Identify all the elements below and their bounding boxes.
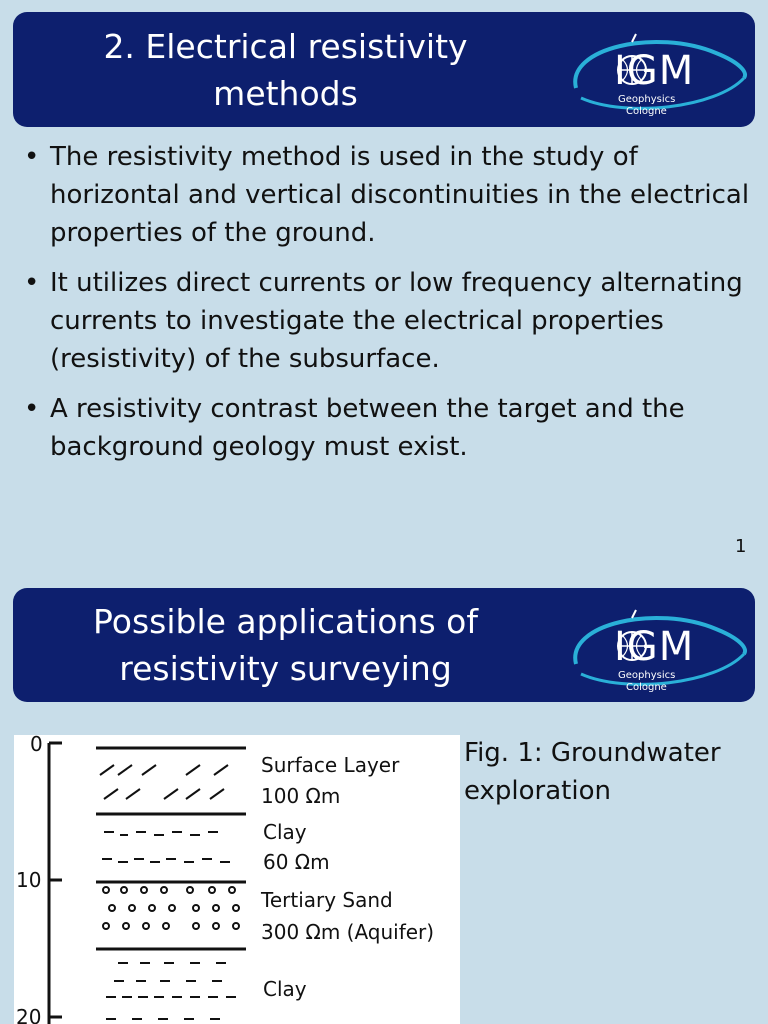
bullet-icon: • xyxy=(24,142,40,172)
depth-label: 0 xyxy=(30,735,43,756)
page-number: 1 xyxy=(735,536,747,557)
igm-logo-icon xyxy=(566,18,756,122)
clay-layer-pattern xyxy=(106,963,236,1019)
layer-name: Clay xyxy=(263,977,307,1001)
logo-text: IGM xyxy=(614,624,695,670)
surface-layer-pattern xyxy=(100,765,228,799)
figure-caption: Fig. 1: Groundwater exploration xyxy=(464,738,721,806)
list-item: • It utilizes direct currents or low frequency alternating currents to investigate the electrical properties (resistivity) of the subsurface. xyxy=(22,264,758,378)
slide2-title: Possible applications of resistivity surveying xyxy=(93,602,478,688)
layer-value: 300 Ωm (Aquifer) xyxy=(261,920,435,944)
layer-name: Surface Layer xyxy=(261,753,400,777)
slide1-header xyxy=(13,12,755,127)
layer-value: 100 Ωm xyxy=(261,784,341,808)
layer-value: 60 Ωm xyxy=(263,850,330,874)
logo-sub1: Geophysics xyxy=(618,94,676,105)
logo-text: IGM xyxy=(614,48,695,94)
layer-name: Clay xyxy=(263,820,307,844)
geologic-column-figure xyxy=(14,735,460,1024)
logo-sub2: Cologne xyxy=(626,682,667,693)
layer-name: Tertiary Sand xyxy=(261,888,393,912)
slide1-title: 2. Electrical resistivity methods xyxy=(103,26,468,113)
bullet-icon: • xyxy=(24,268,40,298)
sand-layer-pattern xyxy=(103,887,239,929)
logo-sub1: Geophysics xyxy=(618,670,676,681)
depth-label: 20 xyxy=(16,1005,42,1024)
bullet-icon: • xyxy=(24,394,40,424)
depth-label: 10 xyxy=(16,868,42,892)
list-item: • The resistivity method is used in the study of horizontal and vertical discontinuities in the electrical properties of the ground. xyxy=(22,138,758,252)
logo-sub2: Cologne xyxy=(626,106,667,117)
clay-layer-pattern xyxy=(102,832,230,862)
igm-logo-icon xyxy=(566,594,756,698)
slide1-bullet-list xyxy=(22,138,758,478)
list-item: • A resistivity contrast between the target and the background geology must exist. xyxy=(22,390,758,466)
slide2-header xyxy=(13,588,755,702)
